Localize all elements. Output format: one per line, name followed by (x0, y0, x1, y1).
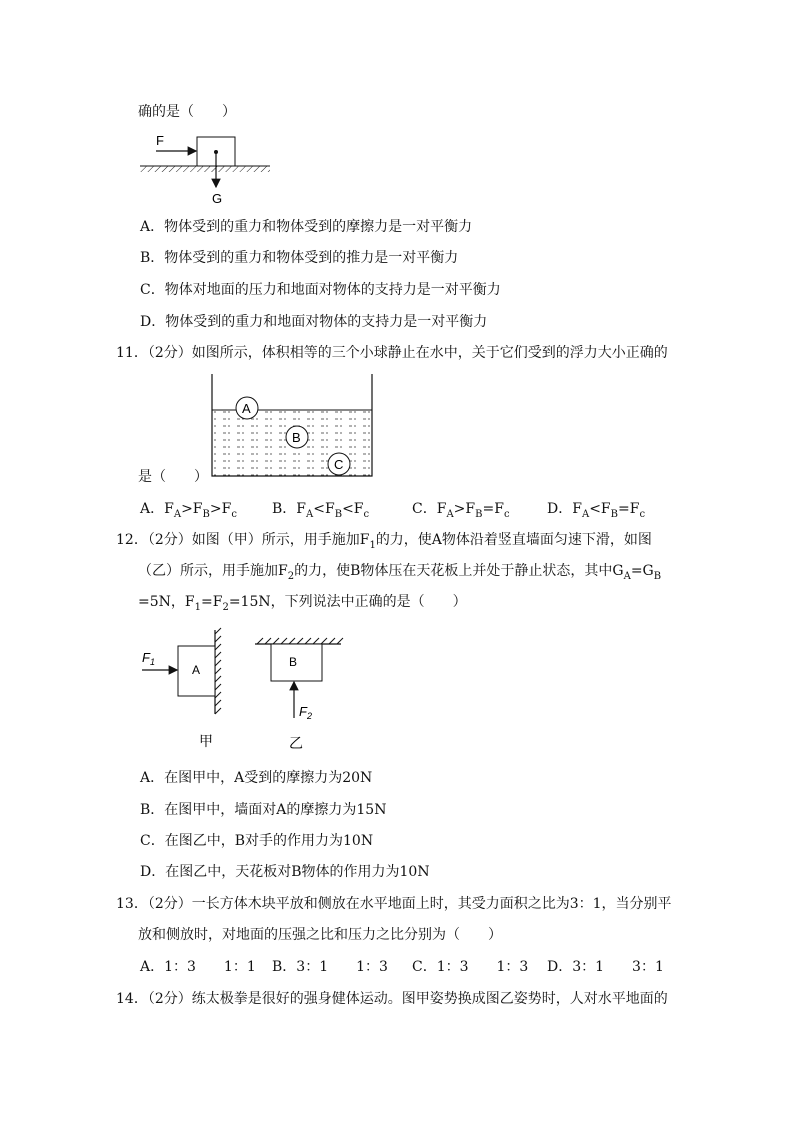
ground-hatch (140, 166, 270, 172)
q12-option-c: C．在图乙中，B对手的作用力为10N (140, 833, 374, 849)
f2-label: $F_2$ (299, 704, 312, 721)
block-a-label: A (192, 663, 201, 677)
caption-jia: 甲 (199, 733, 213, 749)
q10-force-diagram (140, 130, 280, 210)
q12-diagram (138, 626, 348, 756)
ceiling-hatch (257, 638, 343, 644)
q10-stem-tail: 确的是（ ） (138, 104, 236, 120)
q13-stem-line2: 放和侧放时，对地面的压强之比和压力之比分别为（ ） (138, 927, 502, 943)
q11-option-c: C．$F_A>F_B=F_c$ (412, 501, 510, 520)
q13-stem-line1: 13．（2分）一长方体木块平放和侧放在水平地面上时，其受力面积之比为3：1，当分别平 (116, 896, 672, 912)
force-f-label: F (156, 133, 164, 148)
wall-hatch (215, 628, 221, 714)
q12-option-d: D．在图乙中，天花板对B物体的作用力为10N (140, 864, 430, 880)
f1-label: $F_1$ (142, 650, 155, 667)
q10-option-c: C．物体对地面的压力和地面对物体的支持力是一对平衡力 (140, 282, 501, 298)
q11-stem: 11．（2分）如图所示，体积相等的三个小球静止在水中，关于它们受到的浮力大小正确的 (116, 345, 668, 361)
block-b-label: B (289, 655, 298, 669)
gravity-label: G (212, 191, 223, 206)
q12-option-b: B．在图甲中，墙面对A的摩擦力为15N (140, 802, 387, 818)
q11-stem-tail: 是（ ） (138, 469, 208, 485)
q13-option-a: A．1：3 1：1 (140, 959, 256, 975)
q14-stem-line1: 14．（2分）练太极拳是很好的强身健体运动。图甲姿势换成图乙姿势时，人对水平地面的 (116, 991, 668, 1007)
caption-yi: 乙 (289, 735, 303, 751)
ball-b-label: B (292, 430, 301, 445)
ball-c-label: C (334, 457, 344, 472)
ball-a-label: A (242, 401, 251, 416)
q12-stem-line3: =5N，$F_1=F_2=15N$，下列说法中正确的是（ ） (138, 594, 467, 613)
q12-option-a: A．在图甲中，A受到的摩擦力为20N (140, 770, 373, 786)
q12-stem-line2: （乙）所示，用手施加$F_2$的力，使B物体压在天花板上并处于静止状态，其中$G_A=G_B$ (138, 563, 662, 582)
q13-option-b: B．3：1 1：3 (272, 959, 388, 975)
q11-option-a: A．$F_A>F_B>F_c$ (140, 501, 237, 520)
q12-stem-line1: 12．（2分）如图（甲）所示，用手施加$F_1$的力，使A物体沿着竖直墙面匀速下滑，如图 (116, 532, 652, 551)
q11-option-b: B．$F_A<F_B<F_c$ (272, 501, 370, 520)
q10-option-a: A．物体受到的重力和物体受到的摩擦力是一对平衡力 (140, 219, 473, 235)
q11-option-d: D．$F_A<F_B=F_c$ (547, 501, 646, 520)
q11-container-diagram (208, 374, 378, 480)
q10-option-d: D．物体受到的重力和地面对物体的支持力是一对平衡力 (140, 314, 488, 330)
q13-option-c: C．1：3 1：3 (412, 959, 529, 975)
q10-option-b: B．物体受到的重力和物体受到的推力是一对平衡力 (140, 250, 459, 266)
q13-option-d: D．3：1 3：1 (547, 959, 664, 975)
